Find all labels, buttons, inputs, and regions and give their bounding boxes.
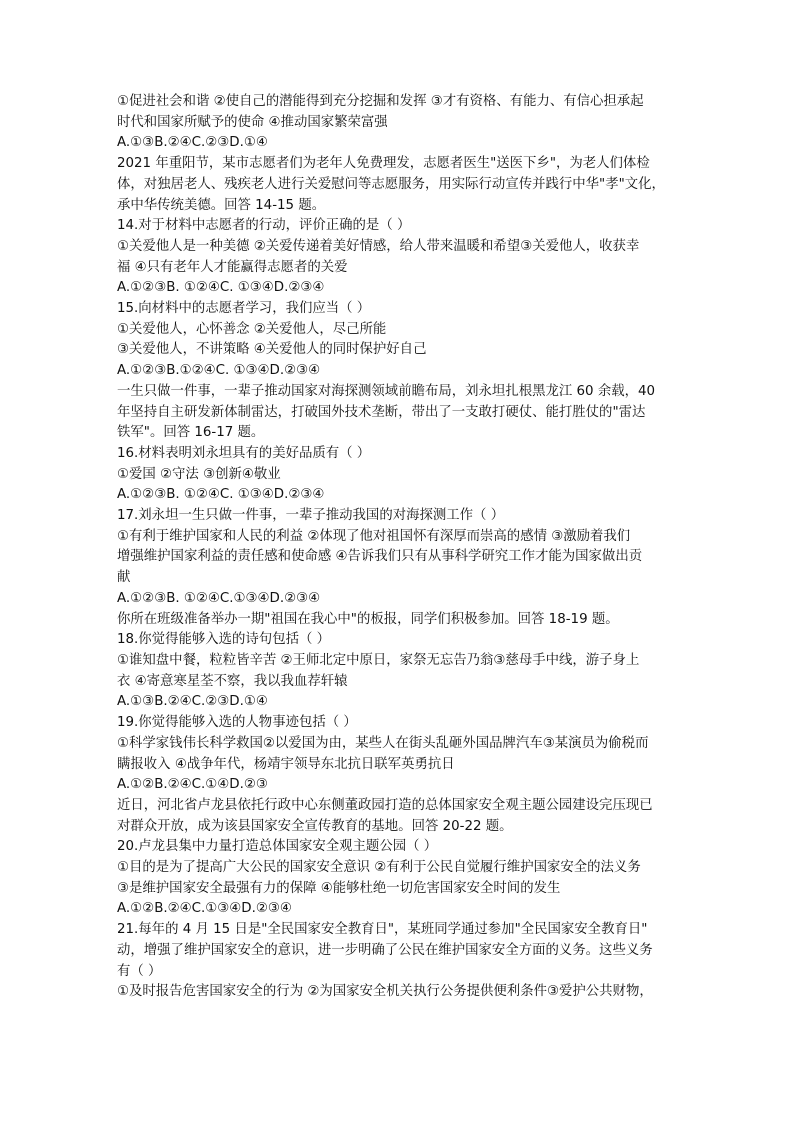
text-line: 时代和国家所赋予的使命 ④推动国家繁荣富强 [117,114,388,130]
text-line: 福 ④只有老年人才能赢得志愿者的关爱 [117,259,348,275]
question-15: 15.向材料中的志愿者学习，我们应当（ ） [117,301,371,317]
text-line: 增强维护国家利益的责任感和使命感 ④告诉我们只有从事科学研究工作才能为国家做出贡 [117,549,643,565]
answer-options: A.①②③B. ①②④C.①③④D.②③④ [117,590,321,606]
text-line: ①谁知盘中餐，粒粒皆辛苦 ②王师北定中原日，家祭无忘告乃翁③慈母手中线，游子身上 [117,652,640,668]
answer-options: A.①②③B.①②④C. ①③④D.②③④ [117,363,321,379]
text-line: ①爱国 ②守法 ③创新④敬业 [117,466,281,482]
answer-options: A.①②③B. ①②④C. ①③④D.②③④ [117,487,325,503]
question-17: 17.刘永坦一生只做一件事，一辈子推动我国的对海探测工作（ ） [117,508,505,524]
material-text: 体，对独居老人、残疾老人进行关爱慰问等志愿服务，用实际行动宣传并践行中华"孝"文化， [117,176,665,192]
material-text: 一生只做一件事，一辈子推动国家对海探测领域前瞻布局，刘永坦扎根黑龙江 60 余载，40 [117,383,656,399]
answer-options: A.①③B.②④C.②③D.①④ [117,694,268,710]
question-20: 20.卢龙县集中力量打造总体国家安全观主题公园（ ） [117,839,438,855]
text-line: 献 [117,570,131,586]
question-19: 19.你觉得能够入选的人物事迹包括（ ） [117,715,357,731]
answer-options: A.①②B.②④C.①③④D.②③④ [117,901,292,917]
text-line: ③关爱他人，不讲策略 ④关爱他人的同时保护好自己 [117,342,427,358]
text-line: 瞒报收入 ④战争年代，杨靖宇领导东北抗日联军英勇抗日 [117,756,455,772]
question-18: 18.你觉得能够入选的诗句包括（ ） [117,632,331,648]
text-line: ③是维护国家安全最强有力的保障 ④能够杜绝一切危害国家安全时间的发生 [117,880,561,896]
text-line: ①关爱他人，心怀善念 ②关爱他人，尽己所能 [117,321,387,337]
material-text: 年坚持自主研发新体制雷达，打破国外技术垄断，带出了一支敢打硬仗、能打胜仗的"雷达 [117,404,646,420]
material-text: 你所在班级准备举办一期"祖国在我心中"的板报，同学们积极参加。回答 18-19 题。 [117,611,619,627]
question-16: 16.材料表明刘永坦具有的美好品质有（ ） [117,445,371,461]
answer-options: A.①②B.②④C.①④D.②③ [117,777,268,793]
text-line: ①促进社会和谐 ②使自己的潜能得到充分挖掘和发挥 ③才有资格、有能力、有信心担承起 [117,94,644,109]
text-line: ①及时报告危害国家安全的行为 ②为国家安全机关执行公务提供便利条件③爱护公共财物， [117,984,653,1000]
text-line: 衣 ④寄意寒星荃不察，我以我血荐轩辕 [117,673,348,689]
text-line: ①目的是为了提高广大公民的国家安全意识 ②有利于公民自觉履行维护国家安全的法义务 [117,860,641,876]
question-21: 21.每年的 4 月 15 日是"全民国家安全教育日"，某班同学通过参加"全民国家安全教育日" [117,922,648,938]
material-text: 承中华传统美德。回答 14-15 题。 [117,197,326,213]
document-page [117,92,689,1003]
text-line: 动，增强了维护国家安全的意识，进一步明确了公民在维护国家安全方面的义务。这些义务 [117,942,653,958]
text-line: ①有利于维护国家和人民的利益 ②体现了他对祖国怀有深厚而崇高的感情 ③激励着我们 [117,528,631,544]
text-line: ①关爱他人是一种美德 ②关爱传递着美好情感，给人带来温暖和希望③关爱他人，收获幸 [117,238,640,254]
material-text: 对群众开放，成为该县国家安全宣传教育的基地。回答 20-22 题。 [117,818,513,834]
answer-options: A.①②③B. ①②④C. ①③④D.②③④ [117,280,325,296]
text-line: ①科学家钱伟长科学救国②以爱国为由，某些人在街头乱砸外国品牌汽车③某演员为偷税而 [117,735,649,751]
answer-options: A.①③B.②④C.②③D.①④ [117,135,268,151]
material-text: 2021 年重阳节，某市志愿者们为老年人免费理发，志愿者医生"送医下乡"，为老人们体检 [117,156,650,172]
text-line: 有（ ） [117,963,162,979]
question-14: 14.对于材料中志愿者的行动，评价正确的是（ ） [117,218,411,234]
material-text: 近日，河北省卢龙县依托行政中心东侧董政园打造的总体国家安全观主题公园建设完压现已 [117,797,653,813]
material-text: 铁军"。回答 16-17 题。 [117,425,265,441]
